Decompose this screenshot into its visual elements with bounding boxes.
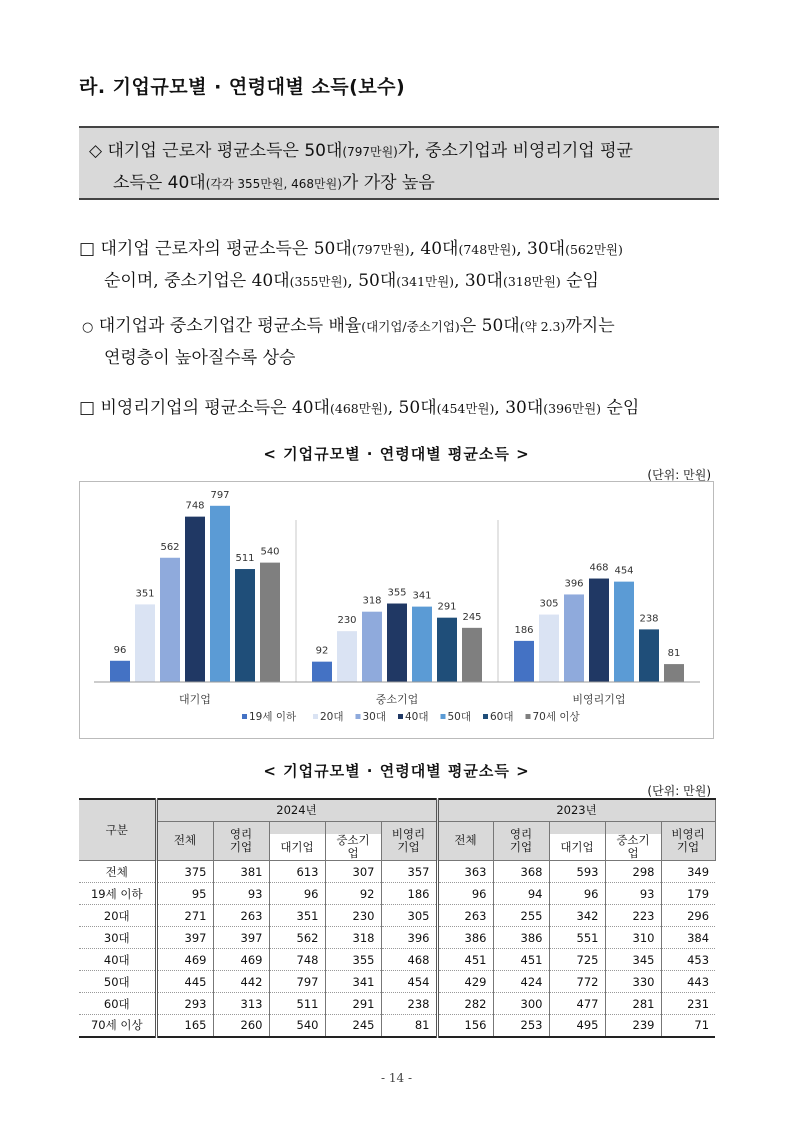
table-cell: 342: [549, 905, 605, 927]
legend-swatch: [441, 714, 446, 719]
data-label: 230: [337, 615, 357, 627]
page-number: - 14 -: [380, 1071, 412, 1085]
table-cell: 281: [605, 993, 661, 1015]
checkbox-square-icon: □: [79, 398, 96, 418]
table-cell: 96: [549, 883, 605, 905]
table-cell: 445: [156, 971, 213, 993]
table-cell: 593: [549, 861, 605, 883]
bar: [462, 628, 482, 682]
year-header-2024: 2024년: [156, 799, 437, 821]
table-caption: < 기업규모별 · 연령대별 평균소득 >: [263, 762, 530, 780]
table-cell: 291: [325, 993, 381, 1015]
table-row: [79, 861, 715, 883]
table-cell: 245: [325, 1015, 381, 1037]
bar: [135, 604, 155, 682]
table-cell: 165: [156, 1015, 213, 1037]
row-header: 구분: [79, 799, 156, 861]
table-cell: 384: [661, 927, 715, 949]
table-row: [79, 927, 715, 949]
table-row: [79, 993, 715, 1015]
data-label: 81: [667, 648, 681, 660]
col-profit: 영리 기업: [213, 821, 269, 861]
table-cell: 748: [269, 949, 325, 971]
table-unit: (단위: 만원): [647, 784, 711, 798]
legend-swatch: [398, 714, 403, 719]
table-cell: 71: [661, 1015, 715, 1037]
table-cell: 396: [381, 927, 437, 949]
table-cell: 424: [493, 971, 549, 993]
bar: [235, 569, 255, 682]
data-label: 396: [564, 578, 584, 590]
table-row: [79, 905, 715, 927]
table-cell: 451: [493, 949, 549, 971]
bar: [437, 618, 457, 682]
table-cell: 95: [156, 883, 213, 905]
para-note: (562만원): [565, 242, 623, 257]
para-text: 까지는: [565, 316, 615, 336]
table-cell: 156: [437, 1015, 493, 1037]
summary-note: (797만원): [342, 145, 398, 159]
col-sme: 중소기업: [605, 834, 661, 861]
table-cell: 381: [213, 861, 269, 883]
para-text: 대기업 근로자의 평균소득은 50대: [100, 239, 352, 259]
data-label: 562: [160, 541, 180, 553]
para-text: 순임: [601, 398, 640, 418]
paragraph-2-line-1: [82, 311, 615, 336]
bar: [185, 517, 205, 682]
table-cell: 305: [381, 905, 437, 927]
legend-label: 70세 이상: [532, 711, 580, 723]
para-note: (대기업/중소기업): [361, 319, 460, 334]
para-note: (396만원): [543, 401, 602, 416]
legend-swatch: [242, 714, 247, 719]
para-text: 연령층이 높아질수록 상승: [104, 348, 296, 368]
table-cell: 451: [437, 949, 493, 971]
data-label: 748: [185, 500, 205, 512]
col-sme: 중소기업: [325, 834, 381, 861]
table-cell: 540: [269, 1015, 325, 1037]
summary-text: 가, 중소기업과 비영리기업 평균: [397, 141, 633, 161]
para-note: (355만원): [289, 274, 348, 289]
table-cell: 368: [493, 861, 549, 883]
table-cell: 96: [269, 883, 325, 905]
table-row: [79, 1015, 715, 1037]
table-cell: 310: [605, 927, 661, 949]
table-cell: 357: [381, 861, 437, 883]
table-cell: 96: [437, 883, 493, 905]
table-cell: 81: [381, 1015, 437, 1037]
bar: [362, 612, 382, 682]
col-nonprofit: 비영리 기업: [381, 821, 437, 861]
chart-unit: (단위: 만원): [647, 468, 711, 482]
bar: [337, 631, 357, 682]
legend-label: 60대: [490, 711, 514, 723]
bar: [412, 607, 432, 682]
table-cell: 469: [156, 949, 213, 971]
legend-swatch: [483, 714, 488, 719]
para-note: (341만원): [396, 274, 455, 289]
bar: [312, 662, 332, 682]
table-cell: 725: [549, 949, 605, 971]
bar: [564, 594, 584, 682]
table-cell: 562: [269, 927, 325, 949]
table-cell: 260: [213, 1015, 269, 1037]
para-text: 순임: [560, 271, 599, 291]
table-cell: 386: [437, 927, 493, 949]
bar: [260, 563, 280, 682]
chart-frame: [79, 481, 714, 739]
table-cell: 238: [381, 993, 437, 1015]
data-label: 318: [362, 595, 382, 607]
category-label: 중소기업: [375, 693, 419, 706]
data-label: 96: [113, 644, 127, 656]
bar: [387, 604, 407, 682]
para-text: , 40대: [409, 239, 459, 259]
para-note: (797만원): [351, 242, 410, 257]
data-label: 511: [235, 553, 255, 565]
section-title: 라. 기업규모별 · 연령대별 소득(보수): [79, 76, 406, 98]
col-spacer: [269, 821, 325, 834]
table-cell: 263: [213, 905, 269, 927]
row-label: 전체: [79, 861, 156, 883]
table-cell: 93: [213, 883, 269, 905]
bar: [514, 641, 534, 682]
table-cell: 298: [605, 861, 661, 883]
table-cell: 255: [493, 905, 549, 927]
bar: [664, 664, 684, 682]
data-label: 540: [260, 546, 280, 558]
col-total: 전체: [437, 821, 493, 861]
table-cell: 772: [549, 971, 605, 993]
row-label: 30대: [79, 927, 156, 949]
row-label: 60대: [79, 993, 156, 1015]
data-label: 92: [315, 645, 329, 657]
para-text: 은 50대: [459, 316, 520, 336]
para-text: , 30대: [494, 398, 544, 418]
paragraph-3: [79, 393, 639, 418]
summary-line-2: [113, 168, 435, 193]
col-large: 대기업: [549, 834, 605, 861]
row-label: 40대: [79, 949, 156, 971]
legend-label: 20대: [320, 711, 344, 723]
data-label: 341: [412, 590, 432, 602]
summary-line-1: [89, 136, 633, 161]
diamond-icon: ◇: [89, 141, 103, 161]
table-cell: 300: [493, 993, 549, 1015]
row-label: 19세 이하: [79, 883, 156, 905]
table-cell: 282: [437, 993, 493, 1015]
table-row: [79, 971, 715, 993]
summary-box: [79, 126, 719, 200]
table-cell: 477: [549, 993, 605, 1015]
table-cell: 468: [381, 949, 437, 971]
data-label: 454: [614, 565, 634, 577]
col-spacer: [549, 821, 605, 834]
bar: [614, 582, 634, 682]
table-cell: 345: [605, 949, 661, 971]
legend-swatch: [526, 714, 531, 719]
table-cell: 551: [549, 927, 605, 949]
table-cell: 495: [549, 1015, 605, 1037]
table-cell: 613: [269, 861, 325, 883]
table-cell: 469: [213, 949, 269, 971]
data-label: 291: [437, 601, 457, 613]
row-label: 70세 이상: [79, 1015, 156, 1037]
table-cell: 263: [437, 905, 493, 927]
table-cell: 429: [437, 971, 493, 993]
table-cell: 351: [269, 905, 325, 927]
paragraph-1-line-1: [79, 234, 623, 259]
table-cell: 397: [156, 927, 213, 949]
table-cell: 375: [156, 861, 213, 883]
para-text: , 30대: [454, 271, 503, 291]
table-cell: 94: [493, 883, 549, 905]
paragraph-2-line-2: [104, 343, 295, 368]
legend-swatch: [313, 714, 318, 719]
table-row: [79, 949, 715, 971]
chart-caption: < 기업규모별 · 연령대별 평균소득 >: [263, 445, 530, 463]
bar: [539, 615, 559, 682]
para-text: , 30대: [516, 239, 566, 259]
data-label: 355: [387, 587, 407, 599]
table-cell: 386: [493, 927, 549, 949]
table-cell: 355: [325, 949, 381, 971]
table-cell: 253: [493, 1015, 549, 1037]
legend-label: 30대: [362, 711, 387, 723]
legend-label: 19세 이하: [249, 711, 297, 723]
data-label: 245: [462, 611, 482, 623]
table-cell: 239: [605, 1015, 661, 1037]
para-text: 비영리기업의 평균소득은 40대: [100, 398, 330, 418]
para-note: (454만원): [436, 401, 495, 416]
income-table: [79, 798, 716, 1038]
table-cell: 223: [605, 905, 661, 927]
year-header-2023: 2023년: [437, 799, 715, 821]
data-label: 468: [589, 562, 609, 574]
checkbox-square-icon: □: [79, 239, 96, 259]
table-cell: 93: [605, 883, 661, 905]
summary-text: 소득은 40대: [113, 173, 206, 193]
table-cell: 454: [381, 971, 437, 993]
table-cell: 313: [213, 993, 269, 1015]
bar: [639, 629, 659, 682]
table-cell: 293: [156, 993, 213, 1015]
table-cell: 307: [325, 861, 381, 883]
legend-label: 50대: [447, 711, 472, 723]
col-total: 전체: [156, 821, 213, 861]
circle-bullet-icon: ○: [82, 320, 94, 335]
bar: [589, 579, 609, 682]
table-cell: 92: [325, 883, 381, 905]
bar: [160, 558, 180, 682]
table-cell: 318: [325, 927, 381, 949]
para-note: (748만원): [458, 242, 517, 257]
para-text: , 50대: [347, 271, 397, 291]
table-cell: 453: [661, 949, 715, 971]
data-label: 351: [135, 588, 155, 600]
para-text: , 50대: [387, 398, 437, 418]
row-label: 20대: [79, 905, 156, 927]
table-cell: 341: [325, 971, 381, 993]
data-label: 305: [539, 598, 559, 610]
legend-swatch: [356, 714, 361, 719]
table-cell: 230: [325, 905, 381, 927]
data-label: 797: [210, 489, 230, 501]
summary-note: (각각 355만원, 468만원): [205, 177, 342, 191]
category-label: 비영리기업: [572, 693, 626, 706]
bar: [210, 506, 230, 682]
data-label: 186: [514, 624, 534, 636]
legend-label: 40대: [405, 711, 429, 723]
table-cell: 363: [437, 861, 493, 883]
summary-text: 가 가장 높음: [341, 173, 435, 193]
table-row: [79, 883, 715, 905]
para-note: (318만원): [502, 274, 561, 289]
col-nonprofit: 비영리 기업: [661, 821, 715, 861]
table-cell: 186: [381, 883, 437, 905]
category-label: 대기업: [179, 693, 211, 706]
table-cell: 797: [269, 971, 325, 993]
table-cell: 296: [661, 905, 715, 927]
table-cell: 511: [269, 993, 325, 1015]
table-cell: 349: [661, 861, 715, 883]
para-note: (약 2.3): [519, 319, 566, 334]
table-cell: 443: [661, 971, 715, 993]
data-label: 238: [639, 613, 659, 625]
summary-text: 대기업 근로자 평균소득은 50대: [107, 141, 343, 161]
table-cell: 330: [605, 971, 661, 993]
para-note: (468만원): [329, 401, 388, 416]
col-large: 대기업: [269, 834, 325, 861]
table-cell: 231: [661, 993, 715, 1015]
table-cell: 442: [213, 971, 269, 993]
table-cell: 179: [661, 883, 715, 905]
row-label: 50대: [79, 971, 156, 993]
para-text: 순이며, 중소기업은 40대: [104, 271, 290, 291]
table-cell: 397: [213, 927, 269, 949]
para-text: 대기업과 중소기업간 평균소득 배율: [98, 316, 362, 336]
paragraph-1-line-2: [104, 266, 599, 291]
col-profit: 영리 기업: [493, 821, 549, 861]
table-cell: 271: [156, 905, 213, 927]
bar: [110, 661, 130, 682]
bar-chart: [80, 482, 713, 738]
